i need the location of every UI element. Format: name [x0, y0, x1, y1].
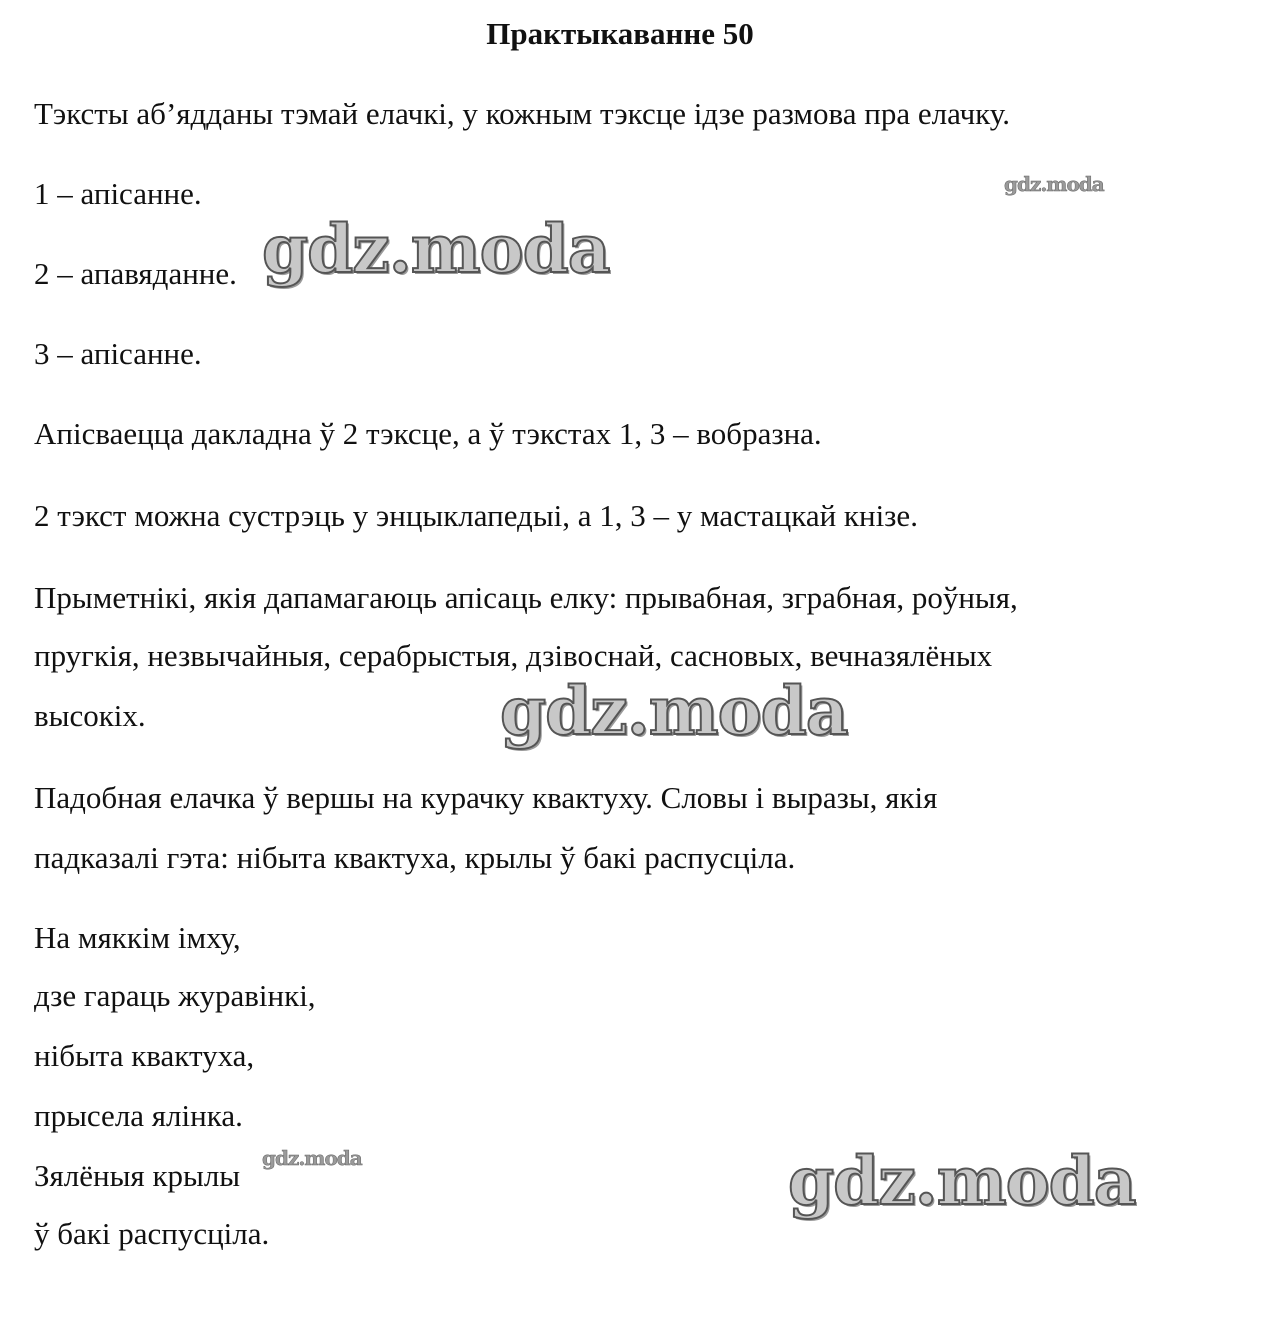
poem-line: Зялёныя крылы	[34, 1158, 241, 1193]
answer-line-1: 1 – апісанне.	[34, 176, 202, 211]
paragraph-adjectives-line-3: высокіх.	[34, 698, 146, 733]
watermark-small: gdz.moda	[1004, 172, 1104, 196]
paragraph-description: Апісваецца дакладна ў 2 тэксце, а ў тэкстах 1, 3 – вобразна.	[34, 416, 822, 451]
paragraph-comparison-line-1: Падобная елачка ў вершы на курачку квактуху. Словы і выразы, якія	[34, 780, 938, 815]
watermark-small: gdz.moda	[262, 1146, 362, 1170]
poem-line: прысела ялінка.	[34, 1098, 243, 1133]
paragraph-comparison-line-2: падказалі гэта: нібыта квактуха, крылы ў бакі распусціла.	[34, 840, 796, 875]
answer-line-3: 3 – апісанне.	[34, 336, 202, 371]
paragraph-adjectives-line-1: Прыметнікі, якія дапамагаюць апісаць елку: прывабная, зграбная, роўныя,	[34, 580, 1018, 615]
watermark-large: gdz.moda	[262, 210, 610, 288]
poem-line: На мяккім імху,	[34, 920, 241, 955]
watermark-large: gdz.moda	[500, 672, 848, 750]
paragraph-adjectives-line-2: пругкія, незвычайныя, серабрыстыя, дзівоснай, сасновых, вечназялёных	[34, 638, 993, 673]
page-title: Практыкаванне 50	[486, 16, 754, 51]
watermark-large: gdz.moda	[788, 1142, 1136, 1220]
answer-line-2: 2 – апавяданне.	[34, 256, 237, 291]
poem-line: нібыта квактуха,	[34, 1038, 255, 1073]
paragraph-intro: Тэксты аб’ядданы тэмай елачкі, у кожным тэксце ідзе размова пра елачку.	[34, 96, 1010, 131]
poem-line: дзе гараць журавінкі,	[34, 978, 316, 1013]
paragraph-source: 2 тэкст можна сустрэць у энцыклапедыі, а 1, 3 – у мастацкай кнізе.	[34, 498, 918, 533]
poem-line: ў бакі распусціла.	[34, 1216, 270, 1251]
